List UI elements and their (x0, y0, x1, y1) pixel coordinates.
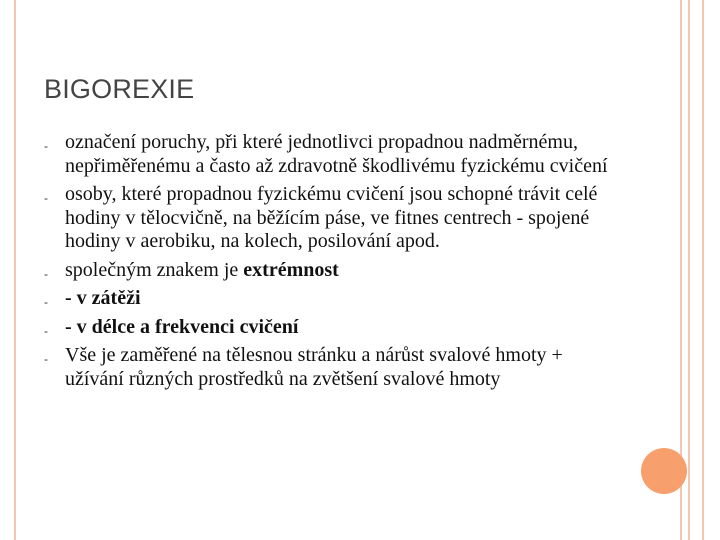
bullet-item-6 (44, 344, 624, 391)
bullet-list (44, 131, 624, 396)
bullet-dash-marker: - (44, 191, 48, 205)
bullet-item-text: společným znakem je (65, 258, 244, 281)
bullet-item-1 (44, 131, 624, 178)
bullet-item-bold-text: - v délce a frekvenci cvičení (65, 315, 299, 338)
bullet-item-2 (44, 183, 624, 254)
bullet-dash-marker: - (44, 139, 48, 153)
bullet-item-4 (44, 287, 624, 311)
bullet-item-text: Vše je zaměřené na tělesnou stránku a nárůst svalové hmoty + užívání různých prostředků na zvětšení svalové hmoty (65, 344, 563, 390)
decorative-circle (641, 448, 687, 494)
bullet-dash-marker: - (44, 266, 48, 281)
bullet-item-bold-text: - v zátěži (65, 287, 141, 309)
bullet-item-5 (44, 316, 624, 340)
slide-title: BIGOREXIE (44, 74, 195, 104)
bullet-item-3 (44, 259, 624, 283)
bullet-item-text: osoby, které propadnou fyzickému cvičení jsou schopné trávit celé hodiny v tělocvičně, na běžícím páse, ve fitnes centrech - spojené hodiny v aerobiku, na kolech, posilování apod. (65, 183, 598, 252)
bullet-dash-marker: - (44, 323, 48, 338)
bullet-dash-marker: - (44, 295, 48, 309)
bullet-item-text: označení poruchy, při které jednotlivci propadnou nadměrnému, nepřiměřenému a často až zdravotně škodlivému fyzickému cvičení (65, 131, 608, 177)
bullet-dash-marker: - (44, 352, 48, 366)
bullet-item-emphasis: extrémnost (243, 258, 339, 281)
